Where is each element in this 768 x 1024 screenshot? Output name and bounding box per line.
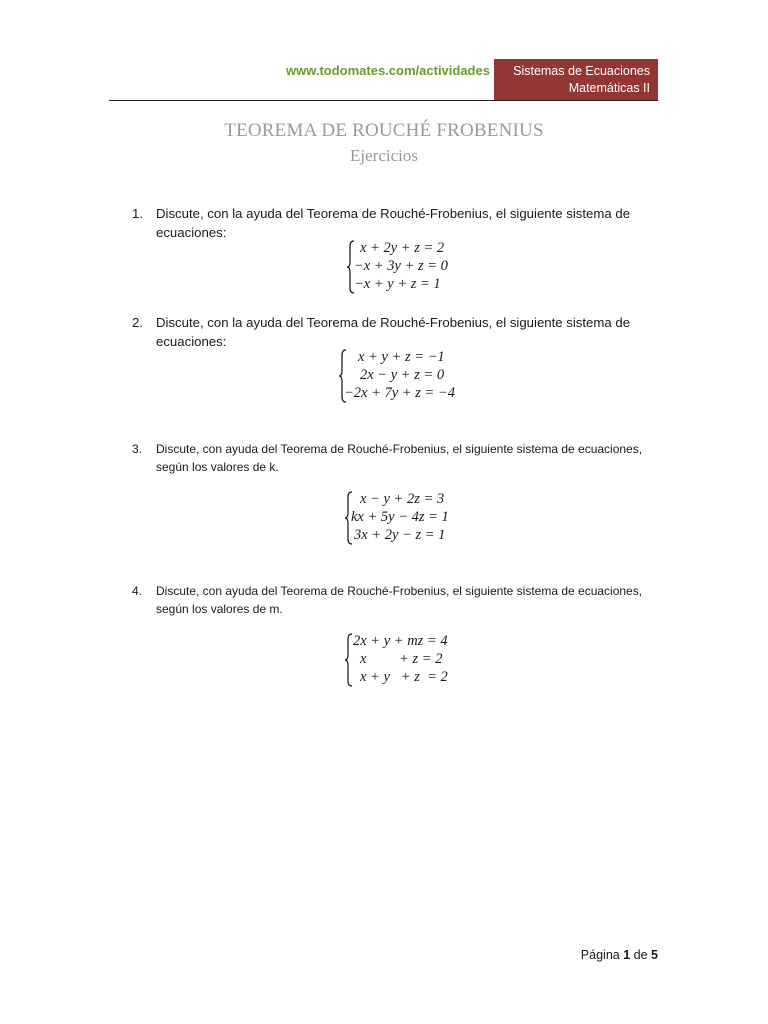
current-page: 1 [623, 948, 631, 962]
exercise-1 [132, 205, 652, 242]
exercise-number: 4. [132, 584, 143, 598]
exercise-text: Discute, con ayuda del Teorema de Rouché-Frobenius, el siguiente sistema de ecuaciones, según los valores de m. [156, 584, 643, 616]
page-number [581, 948, 658, 962]
equation-row: 2x + y + mz = 4 [353, 633, 448, 649]
exercise-text: Discute, con ayuda del Teorema de Rouché-Frobenius, el siguiente sistema de ecuaciones, según los valores de k. [156, 442, 643, 474]
exercise-number: 3. [132, 442, 143, 456]
page-label: Página [580, 948, 620, 962]
exercise-text: Discute, con la ayuda del Teorema de Rouché-Frobenius, el siguiente sistema de ecuaciones: [156, 315, 631, 349]
equation-row: x + y + z = 2 [360, 669, 448, 685]
exercise-2 [132, 314, 652, 351]
equation-row: x − y + 2z = 3 [360, 491, 445, 507]
equation-row: x + y + z = −1 [358, 349, 445, 365]
exercise-text: Discute, con la ayuda del Teorema de Rouché-Frobenius, el siguiente sistema de ecuaciones: [156, 206, 631, 240]
document-subtitle: Ejercicios [350, 146, 418, 165]
header-divider [109, 100, 658, 101]
equation-row: −2x + 7y + z = −4 [344, 385, 455, 401]
equation-row: −x + 3y + z = 0 [354, 258, 448, 274]
header-subject-line1: Sistemas de Ecuaciones [513, 64, 650, 78]
exercise-number: 2. [132, 315, 143, 330]
exercise-4 [132, 582, 652, 618]
header-subject-line2: Matemáticas II [568, 81, 650, 95]
of-label: de [633, 948, 648, 962]
equation-row: 3x + 2y − z = 1 [354, 527, 446, 543]
equation-row: x + 2y + z = 2 [360, 240, 445, 256]
header-url-link[interactable]: www.todomates.com/actividades [286, 63, 490, 78]
equation-row: 2x − y + z = 0 [360, 367, 445, 383]
exercise-3 [132, 440, 652, 476]
equation-row: kx + 5y − 4z = 1 [351, 509, 449, 525]
equation-row: x + z = 2 [360, 651, 443, 667]
header-subject-box [494, 59, 658, 101]
equation-row: −x + y + z = 1 [354, 276, 441, 292]
total-pages: 5 [651, 948, 658, 962]
exercise-number: 1. [132, 206, 143, 221]
document-title: TEOREMA DE ROUCHÉ FROBENIUS [224, 120, 544, 141]
